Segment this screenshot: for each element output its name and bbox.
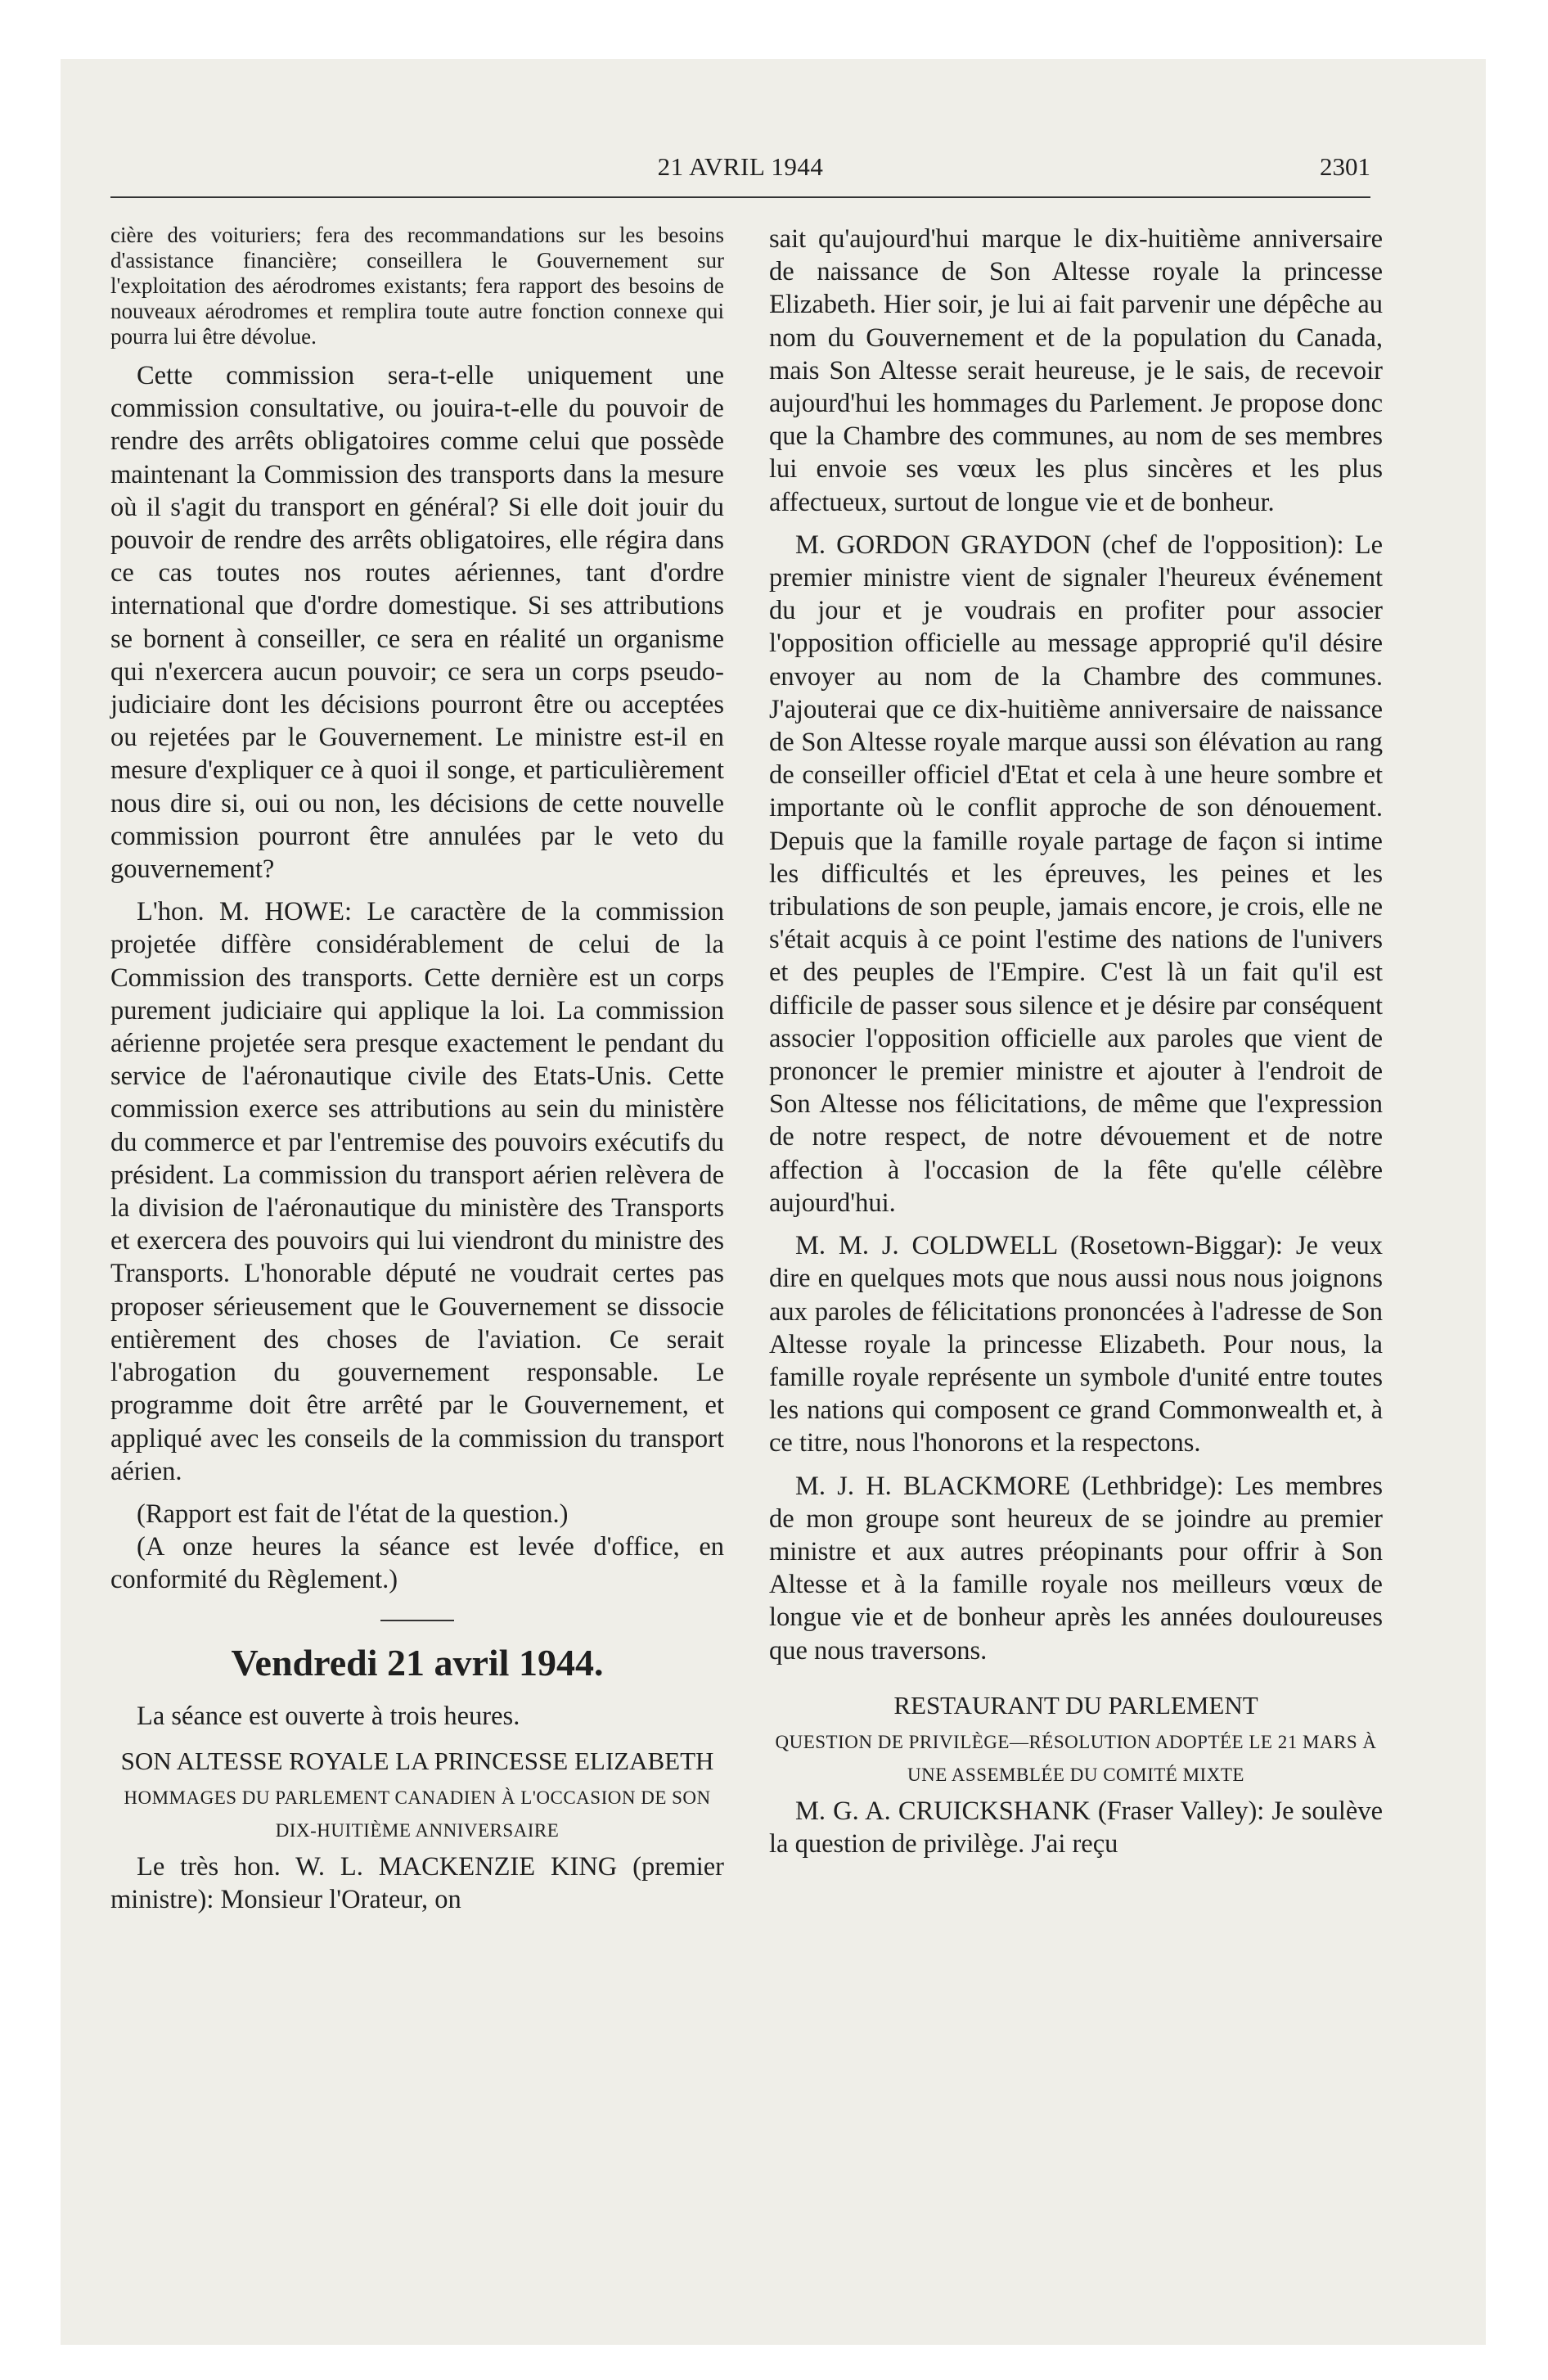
section-title-restaurant: RESTAURANT DU PARLEMENT: [893, 1690, 1258, 1720]
left-column: [110, 223, 724, 1916]
section-subhead-homage: HOMMAGES DU PARLEMENT CANADIEN À L'OCCASION DE SON DIX-HUITIÈME ANNIVERSAIRE: [124, 1787, 711, 1841]
paragraph: Cette commission sera-t-elle uniquement une commission consultative, ou jouira-t-elle du pouvoir de rendre des arrêts obligatoires comme celui que possède maintenant la Commission des transports dans la mesure où il s'agit du transport en général? Si elle doit jouir du pouvoir de rendre des arrêts obligatoires, elle régira dans ce cas toutes nos routes aériennes, tant d'ordre international que d'ordre domestique. Si ses attributions se bornent à conseiller, ce sera en réalité un organisme qui n'exercera aucun pouvoir; ce sera un corps pseudo-judiciaire dont les décisions pourront être ou acceptées ou rejetées par le Gouvernement. Le ministre est-il en mesure d'expliquer ce à quoi il songe, et particulièrement nous dire si, oui ou non, les décisions de cette nouvelle commission pourront être annulées par le veto du gouvernement?: [110, 361, 724, 885]
header-rule: [110, 196, 1370, 198]
page-header: [110, 152, 1370, 193]
paragraph-howe: L'hon. M. HOWE: Le caractère de la commission projetée diffère considérablement de celui de la Commission des transports. Cette dernière est un corps purement judiciaire qui applique la loi. La commission aérienne projetée sera presque exactement le pendant du service de l'aéronautique civile des Etats-Unis. Cette commission exerce ses attributions au sein du ministère du commerce et par l'entremise des pouvoirs exécutifs du président. La commission du transport aérien relèvera de la division de l'aéronautique du ministère des Transports et exercera des pouvoirs qui lui viendront du ministre des Transports. L'honorable député ne voudrait certes pas proposer sérieusement que le Gouvernement se dissocie entièrement des choses de l'aviation. Ce serait l'abrogation du gouvernement responsable. Le programme doit être arrêté par le Gouvernement, et appliqué avec les conseils de la commission du transport aérien.: [110, 897, 724, 1486]
paragraph-carryover: cière des voituriers; fera des recommandations sur les besoins d'assistance financière; conseillera le Gouvernement sur l'exploitation des aérodromes existants; fera rapport des besoins de nouveaux aérodromes et remplira toute autre fonction connexe qui pourra lui être dévolue.: [110, 223, 724, 349]
paragraph-coldwell: M. M. J. COLDWELL (Rosetown-Biggar): Je veux dire en quelques mots que nous aussi nous nous joignons aux paroles de félicitations prononcées à l'adresse de Son Altesse royale la princesse Elizabeth. Pour nous, la famille royale représente un symbole d'unité entre toutes les nations qui composent ce grand Commonwealth et, à ce titre, nous l'honorons et la respectons.: [769, 1231, 1383, 1458]
paragraph-graydon: M. GORDON GRAYDON (chef de l'opposition): Le premier ministre vient de signaler l'heureux événement du jour et je voudrais en profiter pour associer l'opposition officielle au message approprié qu'il désire envoyer au nom de la Chambre des communes. J'ajouterai que ce dix-huitième anniversaire de naissance de Son Altesse royale marque aussi son élévation au rang de conseiller officiel d'Etat et cela à une heure sombre et importante où le conflit approche de son dénouement. Depuis que la famille royale partage de façon si intime les difficultés et les épreuves, les peines et les tribulations de son peuple, jamais encore, je crois, elle ne s'était acquis à ce point l'estime des nations de l'univers et des peuples de l'Empire. C'est là un fait qu'il est difficile de passer sous silence et je désire par conséquent associer l'opposition officielle aux paroles que vient de prononcer le premier ministre et ajouter à l'endroit de Son Altesse nos félicitations, de même que l'expression de notre respect, de notre dévouement et de notre affection à l'occasion de la fête qu'elle célèbre aujourd'hui.: [769, 530, 1383, 1218]
paragraph-king: Le très hon. W. L. MACKENZIE KING (premier ministre): Monsieur l'Orateur, on: [110, 1851, 724, 1914]
sitting-date-heading: Vendredi 21 avril 1944.: [231, 1641, 604, 1684]
section-subhead-privilege: QUESTION DE PRIVILÈGE—RÉSOLUTION ADOPTÉE LE 21 MARS À UNE ASSEMBLÉE DU COMITÉ MIXTE: [775, 1731, 1377, 1785]
paragraph-cruickshank: M. G. A. CRUICKSHANK (Fraser Valley): Je soulève la question de privilège. J'ai reçu: [769, 1796, 1383, 1859]
section-title-princess: SON ALTESSE ROYALE LA PRINCESSE ELIZABETH: [120, 1746, 714, 1775]
paragraph-king-continued: sait qu'aujourd'hui marque le dix-huitième anniversaire de naissance de Son Altesse royale la princesse Elizabeth. Hier soir, je lui ai fait parvenir une dépêche au nom du Gouvernement et de la population du Canada, mais Son Altesse serait heureuse, je le sais, de recevoir aujourd'hui les hommages du Parlement. Je propose donc que la Chambre des communes, au nom de ses membres lui envoie ses vœux les plus sincères et les plus affectueux, surtout de longue vie et de bonheur.: [769, 224, 1383, 517]
paragraph-blackmore: M. J. H. BLACKMORE (Lethbridge): Les membres de mon groupe sont heureux de se joindre au premier ministre et aux autres préopinants pour offrir à Son Altesse et à la famille royale nos meilleurs vœux de longue vie et de bonheur après les années douloureuses que nous traversons.: [769, 1471, 1383, 1666]
section-divider: [380, 1620, 454, 1621]
paragraph-report: (Rapport est fait de l'état de la question.): [137, 1499, 569, 1529]
paragraph-adjournment: (A onze heures la séance est levée d'office, en conformité du Règlement.): [110, 1532, 724, 1595]
header-date: 21 AVRIL 1944: [657, 152, 824, 181]
page-number: 2301: [1320, 152, 1370, 181]
paragraph-opening: La séance est ouverte à trois heures.: [137, 1701, 520, 1731]
right-column: [769, 223, 1383, 1860]
